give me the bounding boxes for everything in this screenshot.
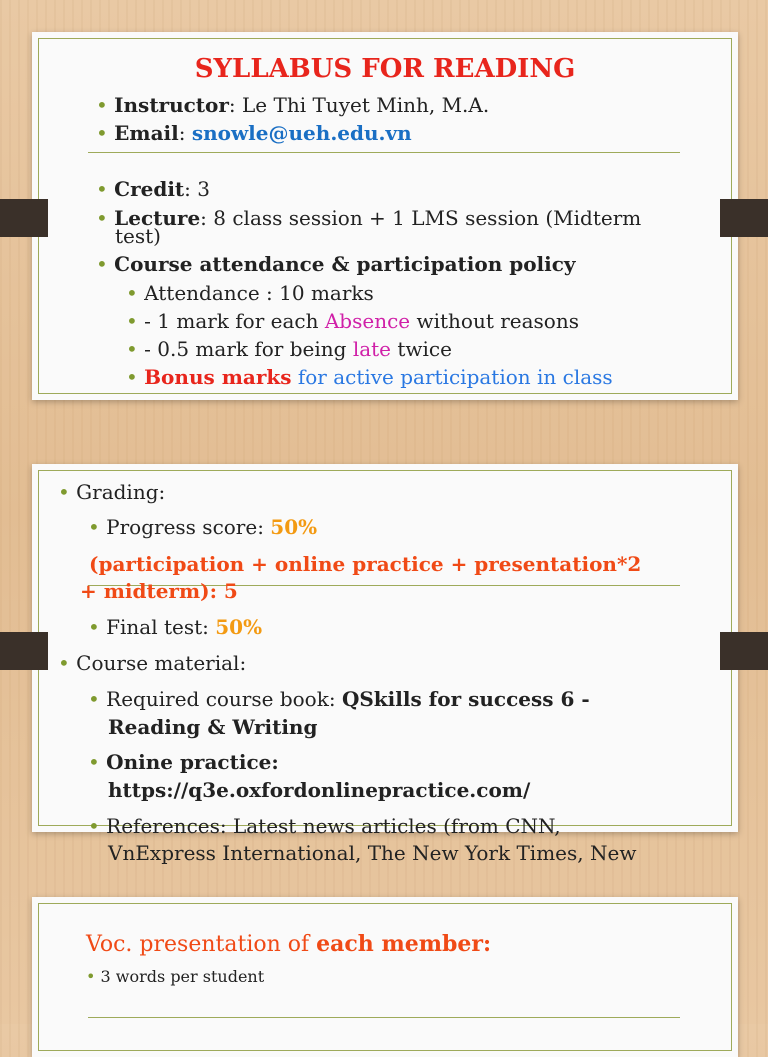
online-url[interactable]: https://q3e.oxfordonlinepractice.com/ [108,778,531,802]
lecture-label: Lecture [114,206,201,230]
grading-line [58,482,165,502]
book-label: Required course book: [106,687,342,711]
slide-tab-right [720,632,768,670]
bullet-icon: • [96,177,108,201]
book-line [88,689,590,709]
bullet-icon: • [88,750,100,774]
bullet-icon: • [88,814,100,838]
grading-text: Grading: [76,480,166,504]
absence-post: without reasons [410,309,579,333]
late-word: late [352,337,392,361]
bullet-icon: • [96,93,108,117]
bonus-value: for active participation in class [291,365,613,389]
bullet-icon: • [88,615,100,639]
formula-line-1: (participation + online practice + presentation*2 [89,552,642,576]
credit-label: Credit [114,177,185,201]
final-value: 50% [215,615,263,639]
material-text: Course material: [76,651,247,675]
voc-bullet-text: 3 words per student [100,967,265,986]
progress-line [88,517,317,537]
absence-line [126,311,579,331]
policy-label: Course attendance & participation policy [114,252,576,276]
book-title-continuation: Reading & Writing [108,715,318,739]
divider [88,1017,680,1018]
email-link[interactable]: snowle@ueh.edu.vn [191,121,412,145]
late-post: twice [391,337,452,361]
email-sep: : [178,121,192,145]
bullet-icon: • [58,480,70,504]
bullet-icon: • [126,365,138,389]
bullet-icon: • [86,967,96,986]
absence-word: Absence [324,309,411,333]
slide-grading [32,464,738,865]
references-line [88,816,561,836]
lecture-continuation: test) [115,224,161,248]
email-label: Email [114,121,179,145]
slide-title: SYLLABUS FOR READING [194,54,576,84]
online-line [88,752,279,772]
progress-value: 50% [270,515,318,539]
slide-tab-right [720,199,768,237]
credit-value: : 3 [184,177,210,201]
instructor-label: Instructor [114,93,229,117]
formula-line-2: + midterm): 5 [80,579,238,603]
bullet-icon: • [88,687,100,711]
final-label: Final test: [106,615,216,639]
book-title: QSkills for success 6 - [341,687,590,711]
lecture-line [96,208,641,228]
divider [88,152,680,153]
bullet-icon: • [126,337,138,361]
credit-line [96,179,210,199]
voc-heading [86,933,491,956]
late-line [126,339,452,359]
slide-tab-left [0,632,48,670]
bonus-line [126,367,613,387]
final-line [88,617,262,637]
progress-label: Progress score: [106,515,271,539]
late-pre: - 0.5 mark for being [144,337,353,361]
bullet-icon: • [96,206,108,230]
bonus-label: Bonus marks [144,365,292,389]
slide-syllabus [32,32,738,400]
bullet-icon: • [96,252,108,276]
lecture-value: : 8 class session + 1 LMS session (Midterm [200,206,642,230]
bullet-icon: • [88,515,100,539]
attendance-text: Attendance : 10 marks [144,281,374,305]
bullet-icon: • [96,121,108,145]
online-label: Onine practice: [106,750,279,774]
material-line [58,653,246,673]
references-text: References: Latest news articles (from CNN, [106,814,561,838]
slide-vocabulary [32,897,738,1057]
bullet-icon: • [58,651,70,675]
attendance-line [126,283,374,303]
instructor-line [96,95,489,115]
voc-heading-pre: Voc. presentation of [86,932,317,957]
bullet-icon: • [126,309,138,333]
voc-bullet-1 [86,969,264,985]
policy-line [96,254,576,274]
instructor-value: : Le Thi Tuyet Minh, M.A. [228,93,490,117]
references-continuation: VnExpress International, The New York Times, New [108,841,637,865]
bullet-icon: • [126,281,138,305]
slide-tab-left [0,199,48,237]
email-line [96,123,412,143]
voc-heading-bold: each member: [316,931,492,957]
absence-pre: - 1 mark for each [144,309,325,333]
